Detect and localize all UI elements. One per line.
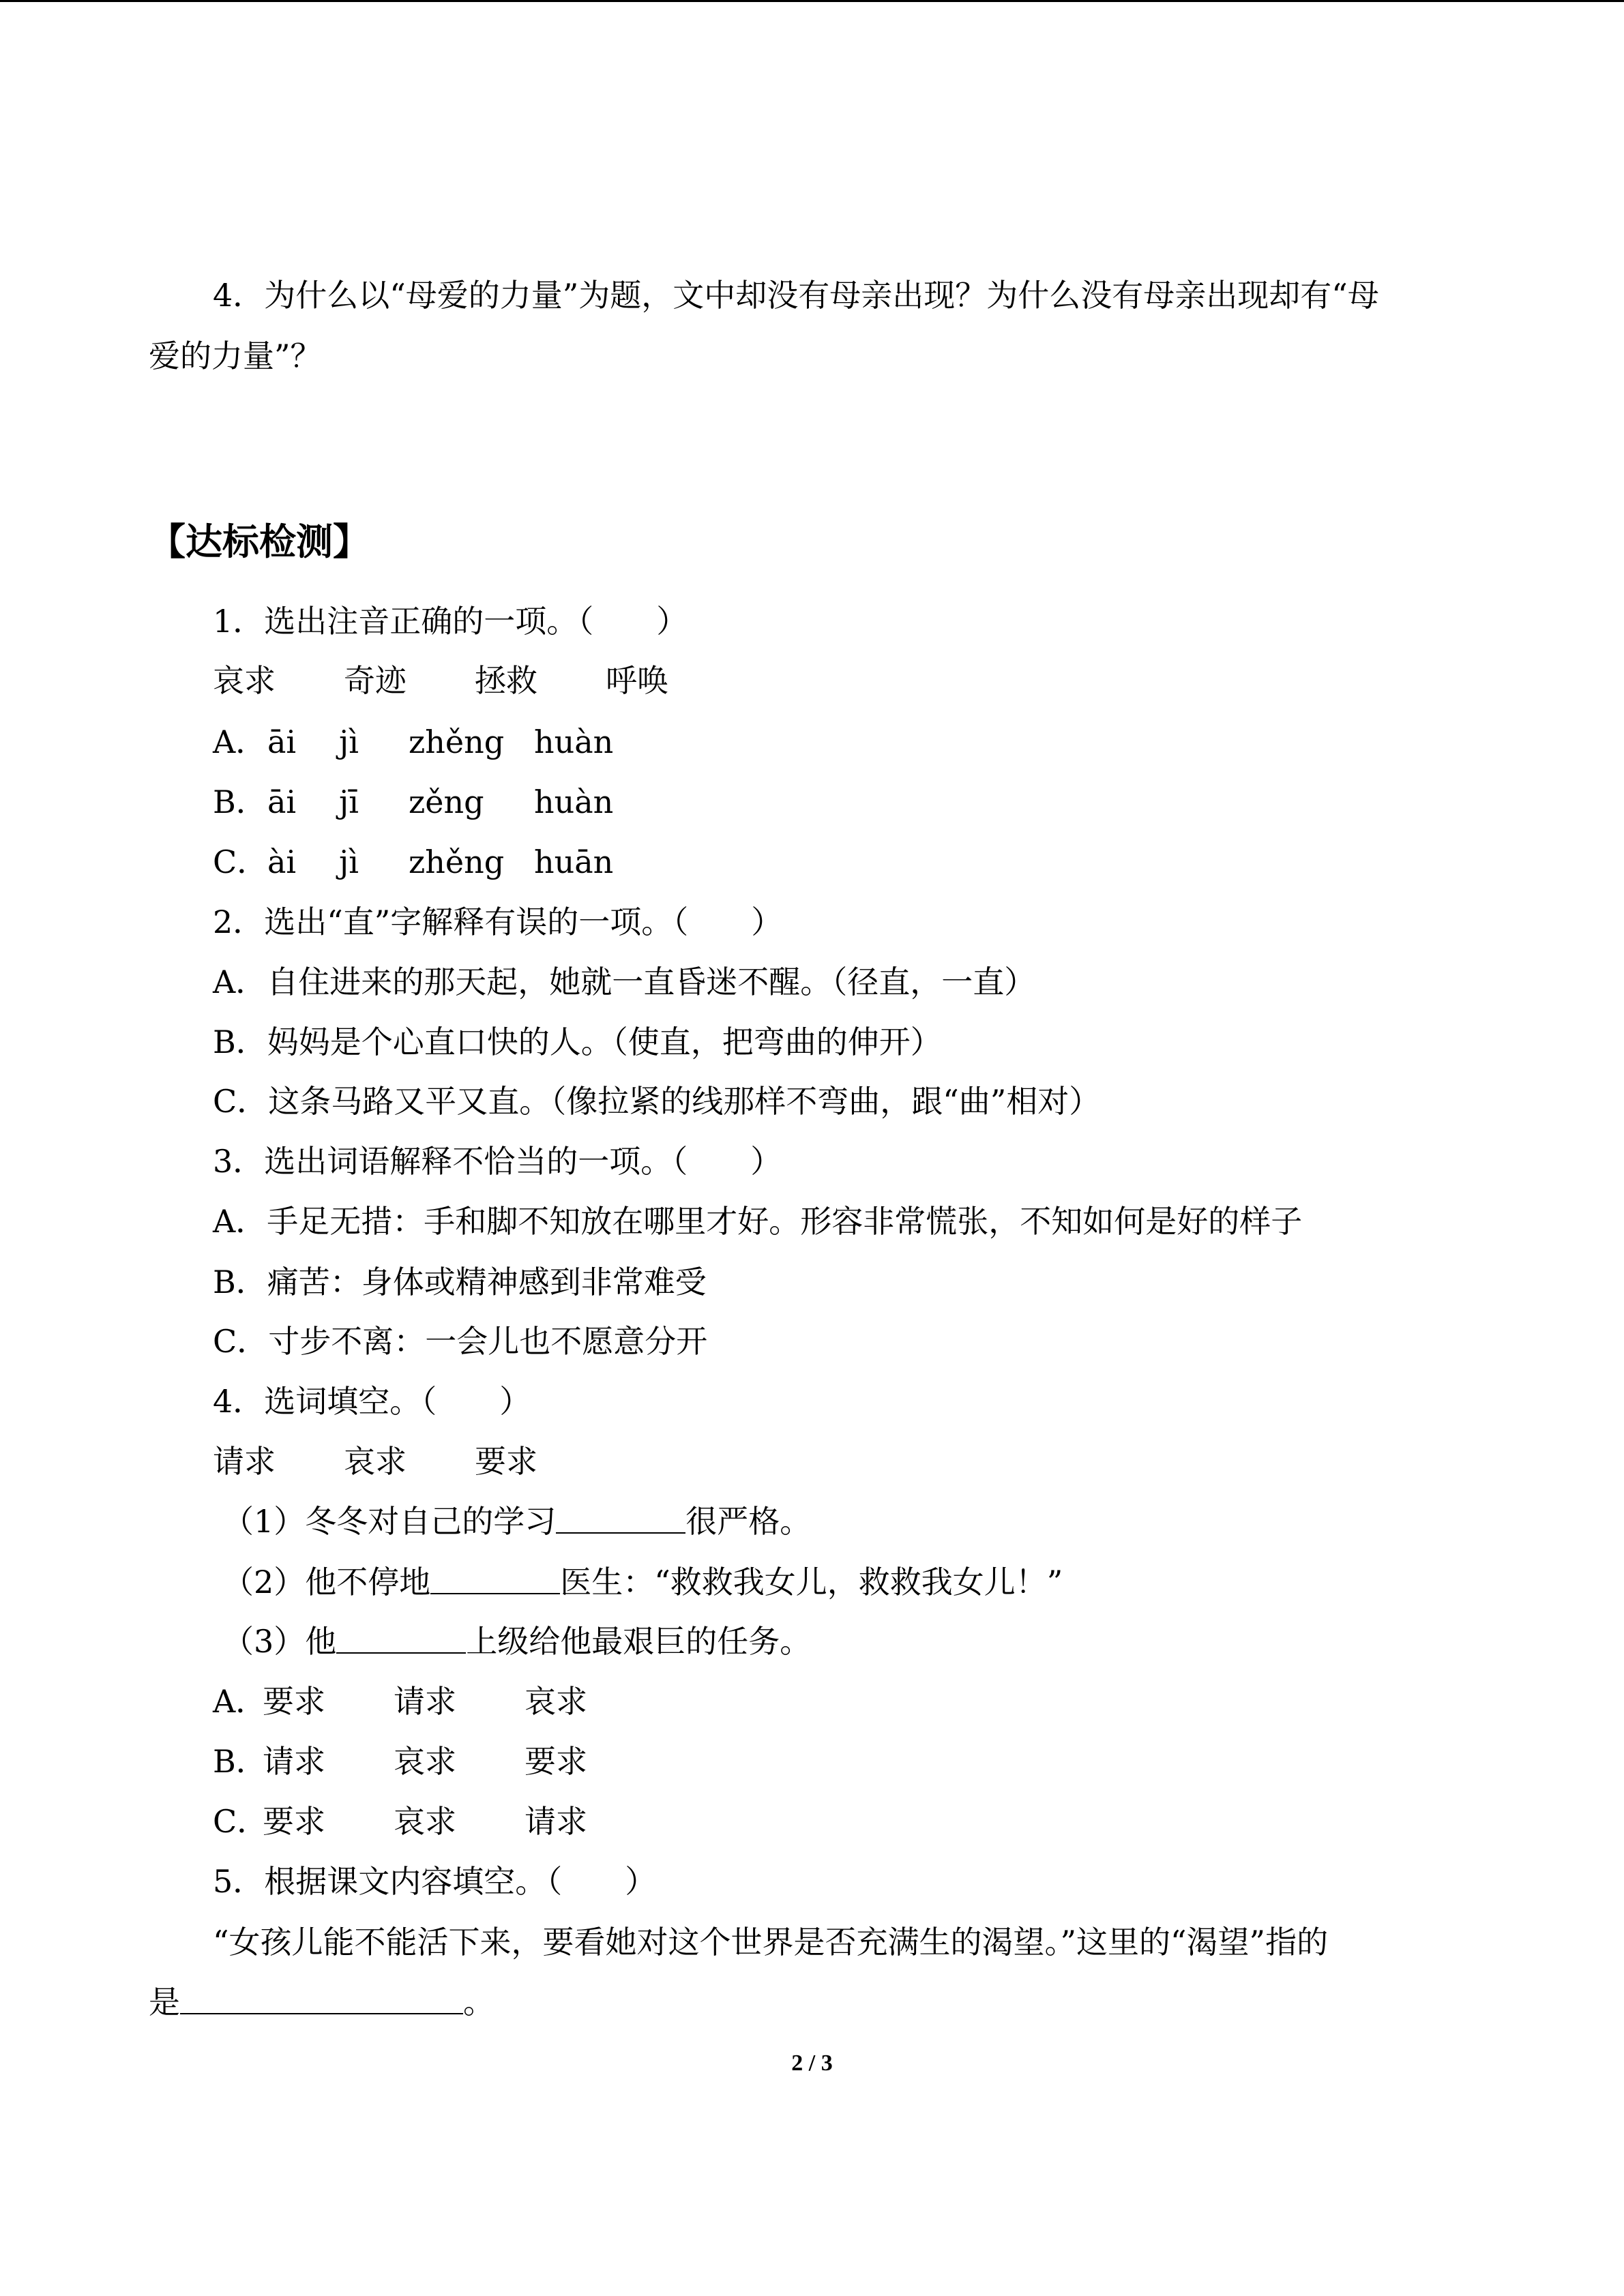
q2-option-a: A．自住进来的那天起，她就一直昏迷不醒。（径直，一直） (213, 964, 1036, 1000)
option-letter: A． (213, 1683, 267, 1720)
option-letter: C． (213, 1803, 269, 1840)
sentence-text: 医生：“救救我女儿，救救我女儿！” (560, 1564, 1063, 1600)
q4-option-b (213, 1741, 587, 1782)
sentence-text: （2）他不停地 (222, 1564, 431, 1600)
option-word: 请求 (525, 1803, 587, 1840)
option-letter: B． (213, 784, 267, 820)
pinyin: jì (339, 724, 359, 760)
sentence-text: 是 (149, 1984, 180, 2021)
pinyin: āi (267, 724, 297, 760)
pinyin: zhěng (409, 844, 505, 880)
pinyin: jī (339, 784, 359, 820)
option-letter: C． (213, 844, 269, 880)
pinyin: zhěng (409, 724, 505, 760)
q2-stem: 2．选出“直”字解释有误的一项。（ ） (213, 904, 783, 940)
q4-stem: 4．选词填空。（ ） (213, 1383, 531, 1420)
q4-word: 哀求 (344, 1443, 407, 1480)
option-word: 要求 (525, 1743, 587, 1780)
sentence-text: 很严格。 (685, 1503, 812, 1540)
q1-word: 呼唤 (606, 662, 668, 699)
q1-word: 拯救 (475, 662, 537, 699)
pinyin: āi (267, 784, 297, 820)
page-number: 2 / 3 (791, 2051, 833, 2076)
q2-option-b: B．妈妈是个心直口快的人。（使直，把弯曲的伸开） (213, 1024, 942, 1060)
option-word: 哀求 (525, 1683, 587, 1720)
top-border (0, 0, 1624, 2)
q5-text-line-1: “女孩儿能不能活下来，要看她对这个世界是否充满生的渴望。”这里的“渴望”指的 (213, 1924, 1329, 1960)
pinyin: huān (534, 844, 614, 880)
q1-stem: 1．选出注音正确的一项。（ ） (213, 603, 688, 640)
q1-word: 哀求 (213, 662, 276, 699)
q4-sentence-1 (222, 1501, 811, 1542)
q4-sentence-3 (222, 1621, 811, 1662)
q5-text-line-2 (149, 1982, 494, 2023)
pinyin: huàn (534, 784, 614, 820)
q3-option-c: C．寸步不离：一会儿也不愿意分开 (213, 1323, 708, 1360)
pinyin: ài (267, 844, 297, 880)
fill-blank[interactable] (180, 1982, 463, 2014)
option-word: 请求 (394, 1683, 456, 1720)
section-title: 【达标检测】 (149, 520, 370, 563)
q1-words (213, 660, 668, 701)
q3-option-b: B．痛苦：身体或精神感到非常难受 (213, 1264, 707, 1300)
fill-blank[interactable] (430, 1562, 560, 1594)
q1-option-b (213, 781, 613, 822)
option-word: 哀求 (394, 1743, 456, 1780)
option-word: 要求 (263, 1683, 325, 1720)
option-letter: A． (213, 724, 267, 760)
sentence-text: 上级给他最艰巨的任务。 (466, 1623, 812, 1660)
option-word: 要求 (263, 1803, 325, 1840)
q4-option-c (213, 1801, 587, 1842)
q3-stem: 3．选出词语解释不恰当的一项。（ ） (213, 1143, 782, 1180)
q4-sentence-2 (222, 1562, 1063, 1602)
q4-word: 要求 (475, 1443, 537, 1480)
q1-option-a (213, 721, 613, 762)
sentence-text: （1）冬冬对自己的学习 (222, 1503, 557, 1540)
q1-option-c (213, 841, 613, 882)
fill-blank[interactable] (556, 1501, 685, 1534)
pinyin: zěng (409, 784, 484, 820)
fill-blank[interactable] (336, 1621, 466, 1654)
q3-option-a: A．手足无措：手和脚不知放在哪里才好。形容非常慌张，不知如何是好的样子 (213, 1203, 1303, 1240)
sentence-text: （3）他 (222, 1623, 337, 1660)
q1-word: 奇迹 (344, 662, 407, 699)
q2-option-c: C．这条马路又平又直。（像拉紧的线那样不弯曲，跟“曲”相对） (213, 1083, 1101, 1120)
q4-word: 请求 (213, 1443, 276, 1480)
pinyin: jì (339, 844, 359, 880)
q4-option-a (213, 1681, 587, 1722)
q4-words (213, 1441, 537, 1482)
option-word: 哀求 (394, 1803, 456, 1840)
pinyin: huàn (534, 724, 614, 760)
sentence-text: 。 (463, 1984, 494, 2021)
intro-question-line-2: 爱的力量”？ (149, 338, 322, 374)
option-letter: B． (213, 1743, 267, 1780)
intro-question-line-1: 4．为什么以“母爱的力量”为题，文中却没有母亲出现？为什么没有母亲出现却有“母 (213, 277, 1379, 314)
option-word: 请求 (263, 1743, 325, 1780)
q5-stem: 5．根据课文内容填空。（ ） (213, 1863, 657, 1900)
